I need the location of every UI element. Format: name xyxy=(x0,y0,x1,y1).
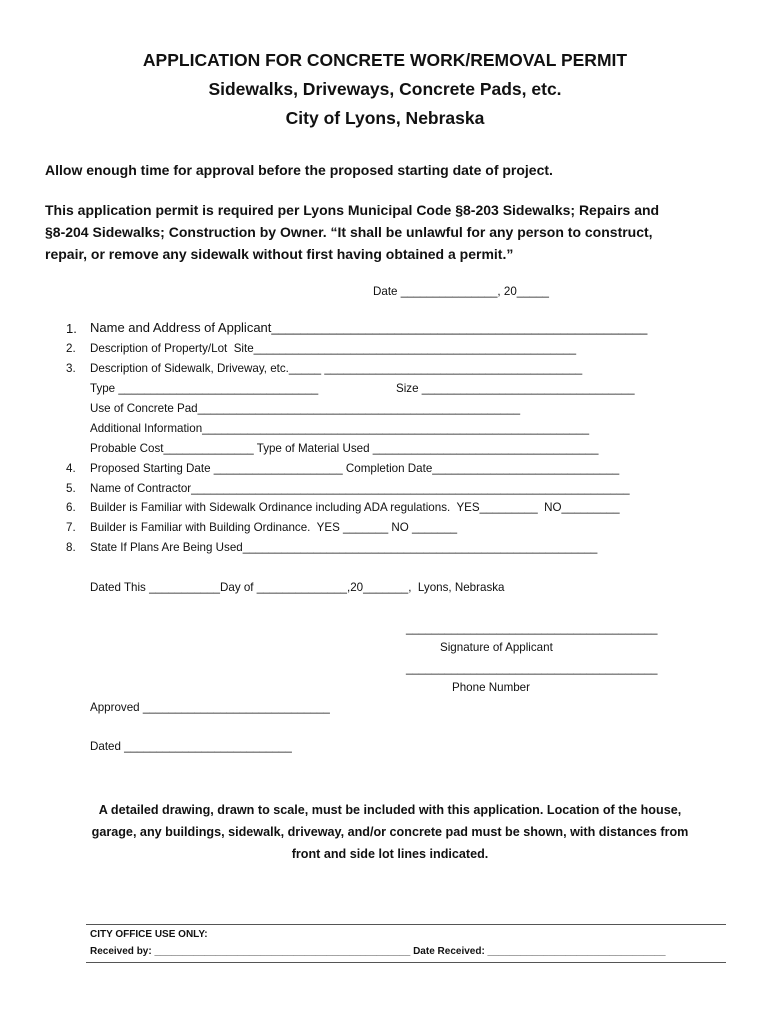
signature-line[interactable]: _______________________________________ xyxy=(406,622,658,635)
drawing-note-line-3: front and side lot lines indicated. xyxy=(291,847,489,861)
sidewalk-ordinance-field[interactable]: Builder is Familiar with Sidewalk Ordinance including ADA regulations. YES_________ NO_________ xyxy=(90,501,620,514)
dated-field[interactable]: Dated This ___________Day of ______________,20_______, Lyons, Nebraska xyxy=(90,581,505,594)
item-number: 8. xyxy=(66,541,76,554)
contractor-field[interactable]: Name of Contractor____________________________________________________________________ xyxy=(90,482,630,495)
office-heading: CITY OFFICE USE ONLY: xyxy=(90,929,208,940)
additional-info-field[interactable]: Additional Information____________________________________________________________ xyxy=(90,422,590,435)
signature-label: Signature of Applicant xyxy=(440,641,553,654)
phone-label: Phone Number xyxy=(452,681,530,694)
size-field[interactable]: Size _________________________________ xyxy=(396,382,635,395)
date-field[interactable]: Date _______________, 20_____ xyxy=(373,285,550,298)
property-description-field[interactable]: Description of Property/Lot Site__________________________________________________ xyxy=(90,342,577,355)
plans-field[interactable]: State If Plans Are Being Used_______________________________________________________ xyxy=(90,541,598,554)
drawing-note-line-1: A detailed drawing, drawn to scale, must be included with this application. Location of the house, xyxy=(98,803,682,817)
office-bottom-rule xyxy=(86,962,726,963)
phone-line[interactable]: _______________________________________ xyxy=(406,662,658,675)
drawing-note-line-2: garage, any buildings, sidewalk, driveway, and/or concrete pad must be shown, with distances from xyxy=(91,825,689,839)
item-number: 7. xyxy=(66,521,76,534)
code-text-line-2: §8-204 Sidewalks; Construction by Owner. “It shall be unlawful for any person to construct, xyxy=(45,224,653,240)
concrete-pad-use-field[interactable]: Use of Concrete Pad__________________________________________________ xyxy=(90,402,521,415)
item-number: 6. xyxy=(66,501,76,514)
start-completion-field[interactable]: Proposed Starting Date ____________________ Completion Date_____________________________ xyxy=(90,462,620,475)
office-top-rule xyxy=(86,924,726,925)
approval-dated-field[interactable]: Dated __________________________ xyxy=(90,740,292,753)
item-number: 5. xyxy=(66,482,76,495)
building-ordinance-field[interactable]: Builder is Familiar with Building Ordinance. YES _______ NO _______ xyxy=(90,521,458,534)
type-field[interactable]: Type _______________________________ xyxy=(90,382,319,395)
approval-notice: Allow enough time for approval before the proposed starting date of project. xyxy=(45,162,553,178)
item-number: 3. xyxy=(66,362,76,375)
form-subtitle: Sidewalks, Driveways, Concrete Pads, etc. xyxy=(208,79,562,99)
form-city: City of Lyons, Nebraska xyxy=(285,108,485,128)
applicant-name-field[interactable]: Name and Address of Applicant____________________________________________________ xyxy=(90,320,648,335)
received-field[interactable]: Received by: ______________________________________________ Date Received: ________________________________ xyxy=(90,946,666,957)
code-text-line-3: repair, or remove any sidewalk without first having obtained a permit.” xyxy=(45,246,514,262)
form-title: APPLICATION FOR CONCRETE WORK/REMOVAL PERMIT xyxy=(142,50,628,70)
approved-field[interactable]: Approved _____________________________ xyxy=(90,701,330,714)
cost-material-field[interactable]: Probable Cost______________ Type of Material Used ___________________________________ xyxy=(90,442,599,455)
sidewalk-description-field[interactable]: Description of Sidewalk, Driveway, etc._____ ________________________________________ xyxy=(90,362,583,375)
item-number: 4. xyxy=(66,462,76,475)
item-number: 2. xyxy=(66,342,76,355)
code-text-line-1: This application permit is required per Lyons Municipal Code §8-203 Sidewalks; Repairs and xyxy=(45,202,660,218)
item-number: 1. xyxy=(66,321,77,336)
